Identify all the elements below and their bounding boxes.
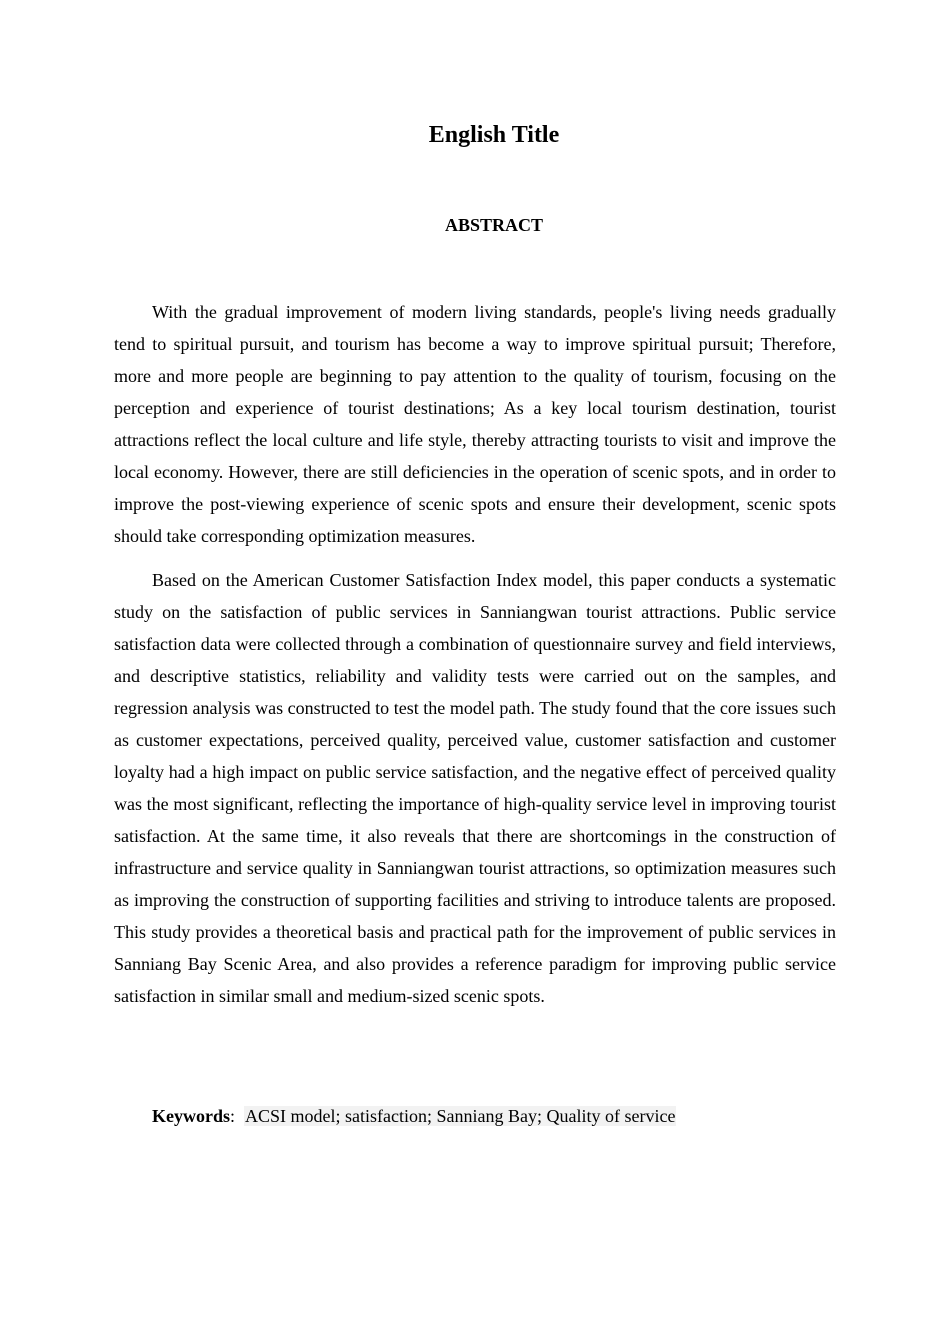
- keywords-label: Keywords: [152, 1106, 230, 1126]
- keywords-separator: :: [230, 1106, 236, 1126]
- abstract-body: [114, 296, 836, 1024]
- document-title: English Title: [428, 122, 560, 148]
- abstract-heading: ABSTRACT: [444, 215, 544, 235]
- keywords-line: [152, 1102, 676, 1130]
- abstract-paragraph-1: With the gradual improvement of modern living standards, people's living needs gradually tend to spiritual pursuit, and tourism has become a way to improve spiritual pursuit; Therefore, more and more people are beginning to pay attention to the quality of tourism, focusing on the perception and experience of tourist destinations; As a key local tourism destination, tourist attractions reflect the local culture and life style, thereby attracting tourists to visit and improve the local economy. However, there are still deficiencies in the operation of scenic spots, and in order to improve the post-viewing experience of scenic spots and ensure their development, scenic spots should take corresponding optimization measures.: [114, 302, 836, 546]
- keywords-values: ACSI model; satisfaction; Sanniang Bay; Quality of service: [245, 1106, 676, 1126]
- abstract-paragraph-2: Based on the American Customer Satisfaction Index model, this paper conducts a systematic study on the satisfaction of public services in Sanniangwan tourist attractions. Public service satisfaction data were collected through a combination of questionnaire survey and field interviews, and descriptive statistics, reliability and validity tests were carried out on the samples, and regression analysis was constructed to test the model path. The study found that the core issues such as customer expectations, perceived quality, perceived value, customer satisfaction and customer loyalty had a high impact on public service satisfaction, and the negative effect of perceived quality was the most significant, reflecting the importance of high-quality service level in improving tourist satisfaction. At the same time, it also reveals that there are shortcomings in the construction of infrastructure and service quality in Sanniangwan tourist attractions, so optimization measures such as improving the construction of supporting facilities and striving to introduce talents are proposed. This study provides a theoretical basis and practical path for the improvement of public services in Sanniang Bay Scenic Area, and also provides a reference paradigm for improving public service satisfaction in similar small and medium-sized scenic spots.: [114, 570, 836, 1006]
